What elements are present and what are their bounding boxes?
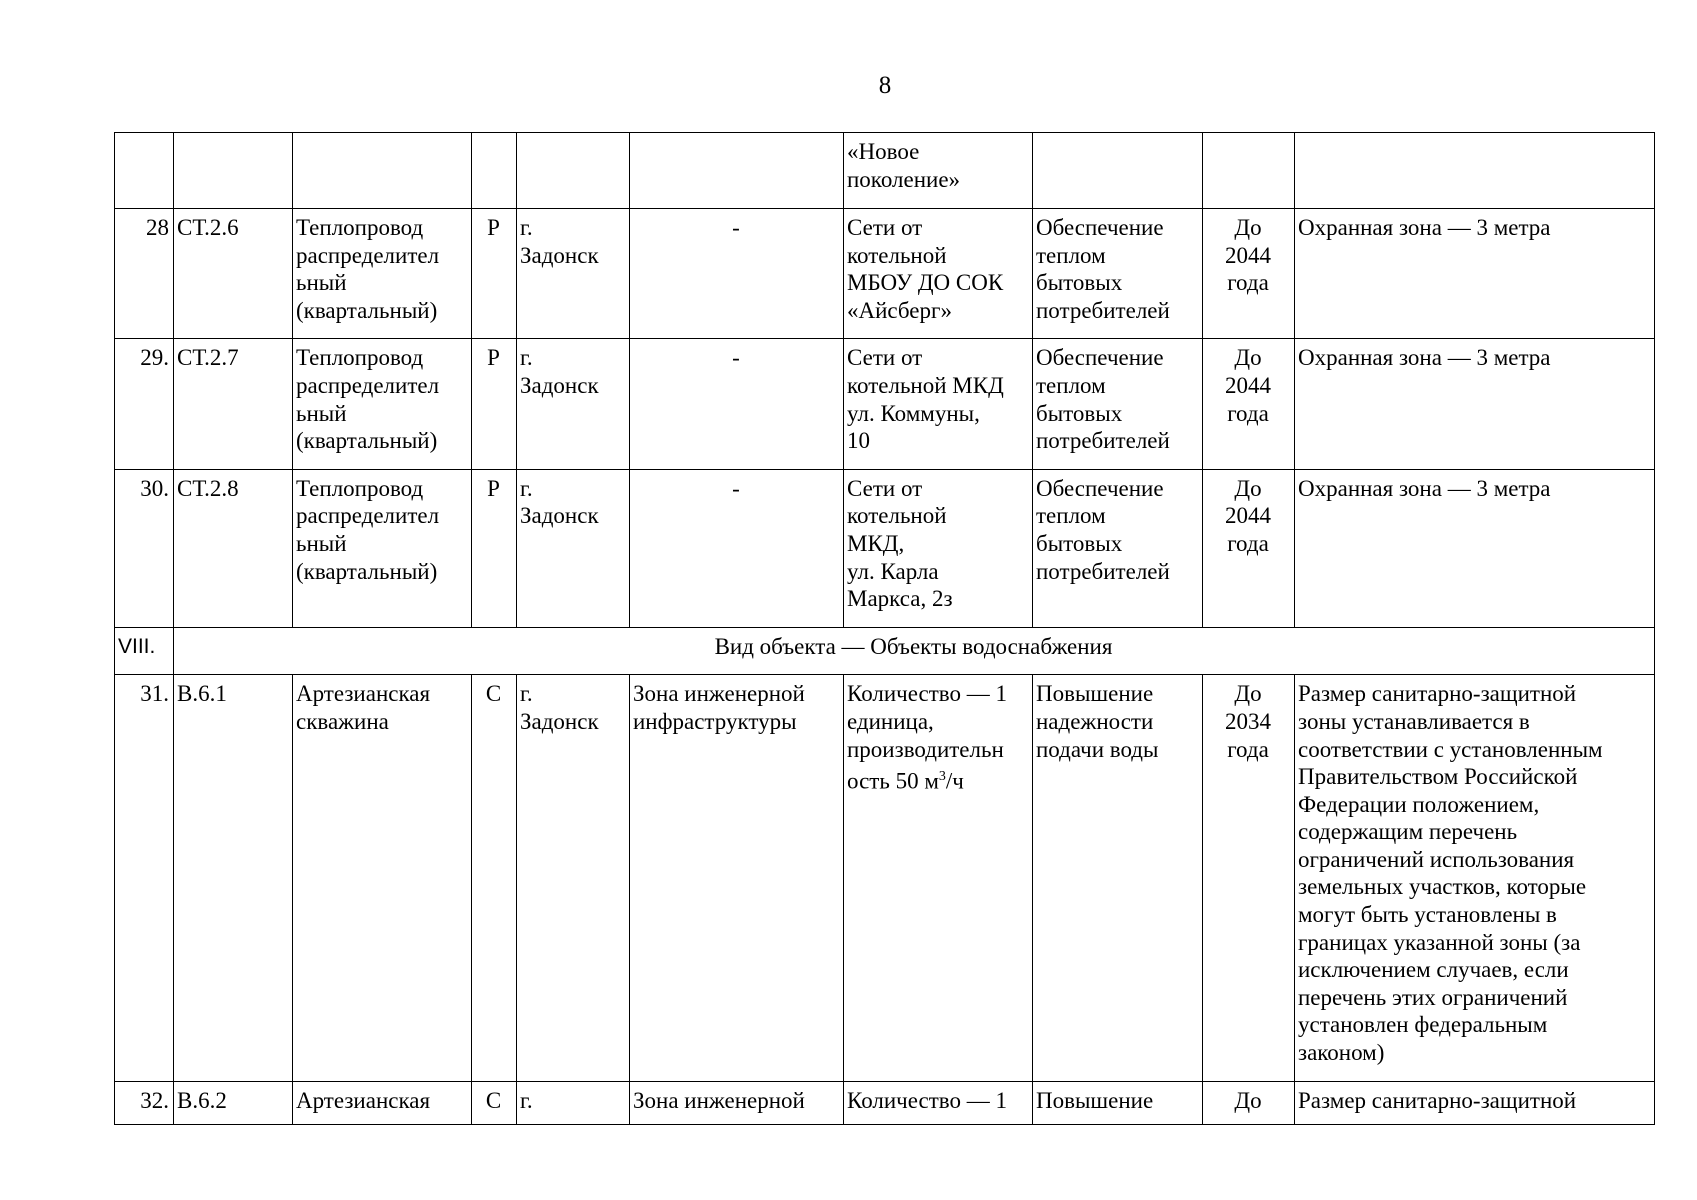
cell-restriction: Размер санитарно-защитной зоны устанавливается в соответствии с установленным Правительством Российской Федерации положением, содержащим перечень ограничений использования земельных участков, которые могут быть установлены в границах указанной зоны (за исключением случаев, если перечень этих ограничений установлен федеральным законом) [1295, 675, 1655, 1081]
cell-num: 29. [115, 339, 174, 469]
section-number: VIII. [115, 627, 174, 675]
objects-table [114, 132, 1655, 1125]
cell-location: г. Задонск [517, 339, 630, 469]
cell-purpose: Повышение [1033, 1081, 1203, 1125]
cell-purpose: Повышение надежности подачи воды [1033, 675, 1203, 1081]
cell-name: Теплопровод распределител ьный (квартальный) [293, 339, 472, 469]
cell-zone: Зона инженерной [630, 1081, 844, 1125]
cell-status: Р [472, 339, 517, 469]
cell-description: Сети от котельной МБОУ ДО СОК «Айсберг» [844, 209, 1033, 339]
table-row [115, 1081, 1655, 1125]
cell-name: Теплопровод распределител ьный (квартальный) [293, 209, 472, 339]
cell-description: «Новое поколение» [844, 133, 1033, 209]
cell-zone: - [630, 209, 844, 339]
table-row [115, 339, 1655, 469]
cell-restriction: Охранная зона — 3 метра [1295, 339, 1655, 469]
cell-description: Количество — 1 [844, 1081, 1033, 1125]
cell-description: Количество — 1 единица, производительн ость 50 $м^3/ч$ [844, 675, 1033, 1081]
cell-code: В.6.1 [174, 675, 293, 1081]
cell-status: С [472, 675, 517, 1081]
cell-purpose: Обеспечение теплом бытовых потребителей [1033, 339, 1203, 469]
cell-restriction: Размер санитарно-защитной [1295, 1081, 1655, 1125]
cell-restriction: Охранная зона — 3 метра [1295, 469, 1655, 627]
cell-num: 30. [115, 469, 174, 627]
cell-location: г. Задонск [517, 469, 630, 627]
cell-purpose: Обеспечение теплом бытовых потребителей [1033, 469, 1203, 627]
table-row [115, 675, 1655, 1081]
cell-restriction: Охранная зона — 3 метра [1295, 209, 1655, 339]
cell-code: В.6.2 [174, 1081, 293, 1125]
cell-term: До 2044 года [1203, 339, 1295, 469]
cell-description: Сети от котельной МКД ул. Коммуны, 10 [844, 339, 1033, 469]
cell-name: Теплопровод распределител ьный (квартальный) [293, 469, 472, 627]
cell-num: 32. [115, 1081, 174, 1125]
cell-purpose: Обеспечение теплом бытовых потребителей [1033, 209, 1203, 339]
cell-status: Р [472, 209, 517, 339]
cell-term: До [1203, 1081, 1295, 1125]
cell-name: Артезианская скважина [293, 675, 472, 1081]
cell-location: г. Задонск [517, 675, 630, 1081]
table-row-continued [115, 133, 1655, 209]
cell-term: До 2044 года [1203, 209, 1295, 339]
table-row [115, 469, 1655, 627]
section-title: Вид объекта — Объекты водоснабжения [174, 627, 1655, 675]
section-row [115, 627, 1655, 675]
cell-code: СТ.2.6 [174, 209, 293, 339]
table-row [115, 209, 1655, 339]
cell-name: Артезианская [293, 1081, 472, 1125]
cell-zone: Зона инженерной инфраструктуры [630, 675, 844, 1081]
cell-term: До 2034 года [1203, 675, 1295, 1081]
cell-location: г. Задонск [517, 209, 630, 339]
cell-zone: - [630, 469, 844, 627]
cell-code: СТ.2.8 [174, 469, 293, 627]
cell-status: С [472, 1081, 517, 1125]
cell-num: 31. [115, 675, 174, 1081]
cell-description: Сети от котельной МКД, ул. Карла Маркса, 2з [844, 469, 1033, 627]
page-number: 8 [878, 72, 892, 99]
cell-zone: - [630, 339, 844, 469]
cell-code: СТ.2.7 [174, 339, 293, 469]
cell-num: 28 [115, 209, 174, 339]
cell-status: Р [472, 469, 517, 627]
cell-term: До 2044 года [1203, 469, 1295, 627]
cell-location: г. [517, 1081, 630, 1125]
superscript-unit: 3 [938, 769, 946, 785]
